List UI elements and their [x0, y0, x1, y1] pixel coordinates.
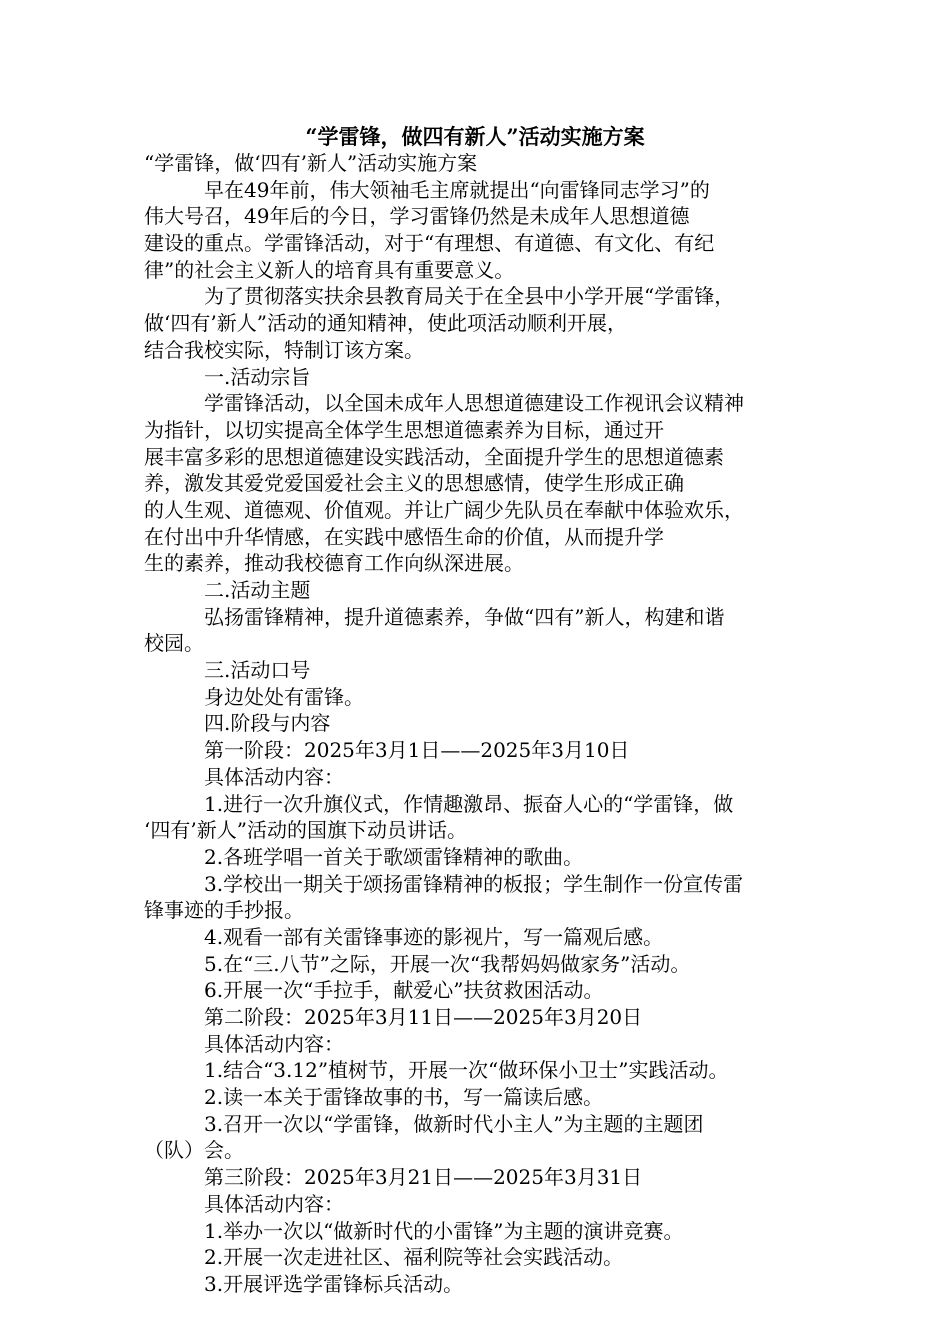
text-line: 3.开展评选学雷锋标兵活动。 — [204, 1271, 464, 1296]
text-line: 生的素养，推动我校德育工作向纵深进展。 — [144, 551, 524, 576]
text-line: 结合我校实际，特制订该方案。 — [144, 337, 424, 362]
text-line: 三.活动口号 — [204, 658, 311, 683]
text-line: 身边处处有雷锋。 — [204, 684, 364, 709]
text-line: 在付出中升华情感，在实践中感悟生命的价值，从而提升学 — [144, 524, 664, 549]
text-line: 1.进行一次升旗仪式，作情趣激昂、振奋人心的“学雷锋，做 — [204, 791, 734, 816]
text-line: 3.召开一次以“学雷锋，做新时代小主人”为主题的主题团 — [204, 1111, 704, 1136]
text-line: 弘扬雷锋精神，提升道德素养，争做“四有”新人，构建和谐 — [204, 604, 725, 629]
text-line: 具体活动内容： — [204, 764, 344, 789]
text-line: 2.开展一次走进社区、福利院等社会实践活动。 — [204, 1245, 624, 1270]
text-line: （队）会。 — [144, 1138, 244, 1163]
text-line: 学雷锋活动，以全国未成年人思想道德建设工作视讯会议精神 — [204, 391, 744, 416]
text-line: 1.结合“3.12”植树节，开展一次“做环保小卫士”实践活动。 — [204, 1058, 729, 1083]
document-body — [144, 150, 824, 1298]
text-line: 建设的重点。学雷锋活动，对于“有理想、有道德、有文化、有纪 — [144, 231, 715, 256]
text-line: 第二阶段：2025年3月11日——2025年3月20日 — [204, 1005, 643, 1029]
text-line: “学雷锋，做‘四有’新人”活动实施方案 — [144, 151, 478, 175]
text-line: ‘四有’新人”活动的国旗下动员讲话。 — [144, 818, 467, 843]
text-line: 的人生观、道德观、价值观。并让广阔少先队员在奉献中体验欢乐， — [144, 497, 744, 522]
document-title: “学雷锋，做四有新人”活动实施方案 — [305, 124, 645, 149]
text-line: 第三阶段：2025年3月21日——2025年3月31日 — [204, 1165, 643, 1190]
text-line: 为指针，以切实提高全体学生思想道德素养为目标，通过开 — [144, 417, 664, 442]
text-line: 3.学校出一期关于颂扬雷锋精神的板报；学生制作一份宣传雷 — [204, 871, 744, 896]
text-line: 伟大号召，49年后的今日，学习雷锋仍然是未成年人思想道德 — [144, 204, 690, 229]
text-line: 早在49年前，伟大领袖毛主席就提出“向雷锋同志学习”的 — [204, 177, 710, 202]
text-line: 养，激发其爱党爱国爱社会主义的思想感情，使学生形成正确 — [144, 471, 684, 496]
text-line: 4.观看一部有关雷锋事迹的影视片，写一篇观后感。 — [204, 924, 664, 949]
text-line: 具体活动内容： — [204, 1031, 344, 1056]
text-line: 展丰富多彩的思想道德建设实践活动，全面提升学生的思想道德素 — [144, 444, 724, 469]
text-line: 律”的社会主义新人的培育具有重要意义。 — [144, 257, 515, 282]
text-line: 5.在“三.八节”之际，开展一次“我帮妈妈做家务”活动。 — [204, 951, 691, 976]
text-line: 锋事迹的手抄报。 — [144, 898, 304, 923]
text-line: 6.开展一次“手拉手，献爱心”扶贫救困活动。 — [204, 978, 604, 1003]
text-line: 四.阶段与内容 — [204, 711, 331, 736]
text-line: 二.活动主题 — [204, 578, 311, 602]
text-line: 2.读一本关于雷锋故事的书，写一篇读后感。 — [204, 1085, 604, 1110]
text-line: 2.各班学唱一首关于歌颂雷锋精神的歌曲。 — [204, 844, 584, 869]
text-line: 具体活动内容： — [204, 1191, 344, 1216]
text-line: 一.活动宗旨 — [204, 364, 311, 389]
text-line: 1.举办一次以“做新时代的小雷锋”为主题的演讲竞赛。 — [204, 1218, 684, 1243]
text-line: 第一阶段：2025年3月1日——2025年3月10日 — [204, 738, 630, 763]
text-line: 校园。 — [144, 631, 204, 656]
text-line: 为了贯彻落实扶余县教育局关于在全县中小学开展“学雷锋， — [204, 284, 735, 309]
text-line: 做‘四有’新人”活动的通知精神，使此项活动顺利开展， — [144, 311, 627, 336]
